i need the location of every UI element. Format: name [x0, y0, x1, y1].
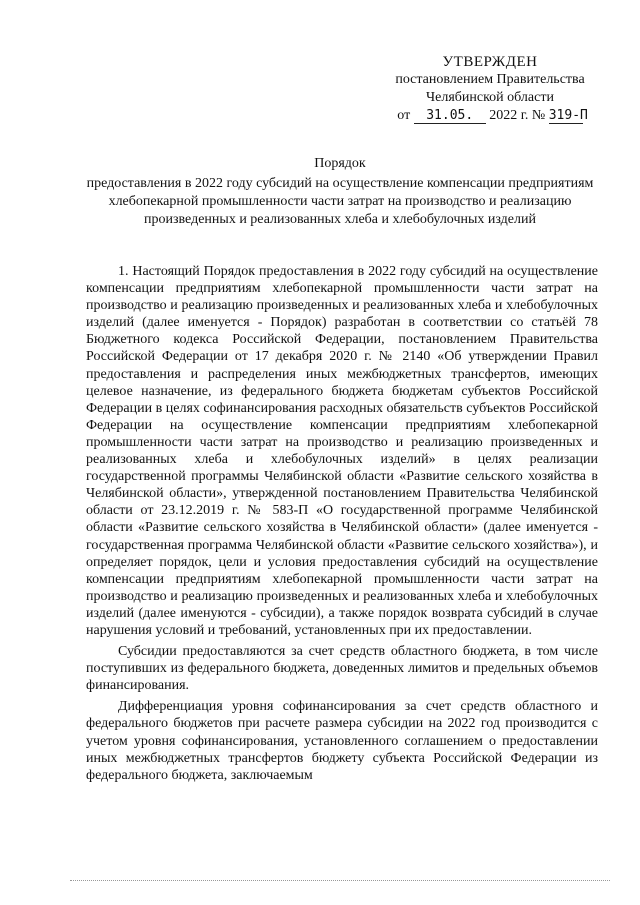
paragraph-1: 1. Настоящий Порядок предоставления в 2022 году субсидий на осуществление компенсации предприятиям хлебопекарной промышленности части затрат на производство и реализацию произведенных и реализованных хлеба и хлебобулочных изделий (далее именуется - Порядок) разработан в соответствии со статьёй 78 Бюджетного кодекса Российской Федерации, постановлением Правительства Российской Федерации от 17 декабря 2020 г. № 2140 «Об утверждении Правил предоставления и распределения иных межбюджетных трансфертов, имеющих целевое назначение, из федерального бюджета бюджетам субъектов Российской Федерации в целях софинансирования расходных обязательств субъектов Российской Федерации на осуществление компенсации предприятиям хлебопекарной промышленности части затрат на производство и реализацию произведенных и реализованных хлеба и хлебобулочных изделий» в целях реализации государственной программы Челябинской области «Развитие сельского хозяйства в Челябинской области», утвержденной постановлением Правительства Челябинской области от 23.12.2019 г. № 583-П «О государственной программе Челябинской области «Развитие сельского хозяйства в Челябинской области» (далее именуется - государственная программа Челябинской области «Развитие сельского хозяйства»), и определяет порядок, цели и условия предоставления субсидий на осуществление компенсации предприятиям хлебопекарной промышленности части затрат на производство и реализацию произведенных и реализованных хлеба и хлебобулочных изделий (далее именуются - субсидии), а также порядок возврата субсидий в случае нарушения условий и требований, установленных при их предоставлении.	[86, 264, 598, 638]
approval-block	[370, 53, 610, 125]
date-prefix: от	[397, 108, 411, 123]
year-text: 2022 г. №	[489, 108, 546, 123]
title-line-order: Порядок	[314, 156, 366, 171]
handwritten-number: 319-П	[548, 108, 588, 123]
handwritten-date: 31.05.	[414, 109, 486, 124]
paragraph-2: Субсидии предоставляются за счет средств областного бюджета, в том числе поступивших из федерального бюджета, доведенных лимитов и предельных объемов финансирования.	[86, 644, 598, 694]
page-bottom-divider	[70, 880, 610, 881]
approval-heading: УТВЕРЖДЕН	[442, 54, 538, 70]
document-body	[86, 263, 598, 788]
title-line-subject: предоставления в 2022 году субсидий на осуществление компенсации предприятиям хлебопекарной промышленности части затрат на производство и реализацию произведенных и реализованных хлеба и хлебобулочных изделий	[86, 176, 594, 227]
approval-authority: постановлением Правительства	[395, 72, 585, 87]
document-title	[70, 155, 610, 229]
paragraph-3: Дифференциация уровня софинансирования за счет средств областного и федерального бюджетов при расчете размера субсидии на 2022 год производится с учетом уровня софинансирования, установленного соглашением о предоставлении иных межбюджетных трансфертов бюджету субъекта Российской Федерации из федерального бюджета, заключаемым	[86, 699, 598, 783]
approval-region: Челябинской области	[426, 90, 554, 105]
approval-date-line	[370, 107, 610, 125]
